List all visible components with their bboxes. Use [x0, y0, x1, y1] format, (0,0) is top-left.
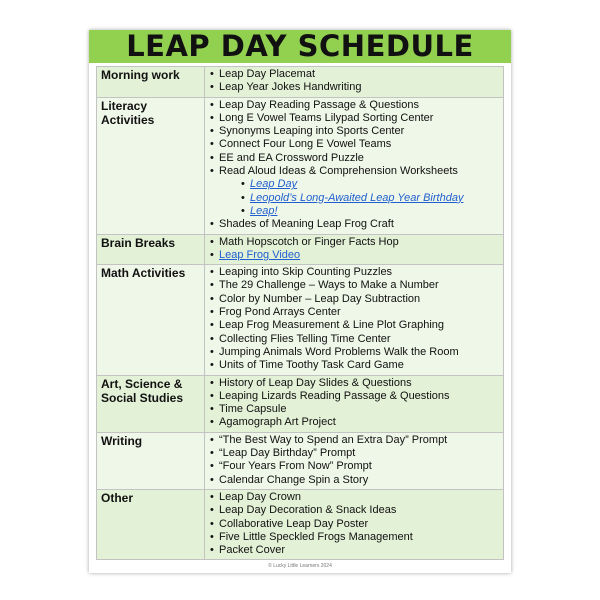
- table-row: [97, 234, 504, 265]
- activity-list-cell: [205, 265, 504, 375]
- list-item: • “Leap Day Birthday” Prompt: [219, 447, 499, 460]
- table-row: [97, 375, 504, 432]
- activity-list: [209, 266, 499, 372]
- activity-list: [209, 491, 499, 557]
- title-banner: [89, 30, 511, 63]
- list-item: [250, 205, 499, 218]
- list-item: • Time Capsule: [219, 403, 499, 416]
- list-item: [250, 192, 499, 205]
- page-title: LEAP DAY SCHEDULE: [126, 29, 474, 63]
- list-item: • Collecting Flies Telling Time Center: [219, 333, 499, 346]
- list-item: • Color by Number – Leap Day Subtraction: [219, 293, 499, 306]
- table-row: [97, 265, 504, 375]
- category-label: Writing: [97, 432, 205, 489]
- schedule-page: [89, 30, 511, 573]
- list-item: • Collaborative Leap Day Poster: [219, 518, 499, 531]
- activity-list: [209, 434, 499, 487]
- list-item: • Leap Day Placemat: [219, 68, 499, 81]
- table-row: [97, 67, 504, 98]
- list-item: • Leaping Lizards Reading Passage & Questions: [219, 390, 499, 403]
- list-item: [250, 178, 499, 191]
- category-label: Other: [97, 489, 205, 559]
- activity-list-cell: [205, 375, 504, 432]
- list-item: • “Four Years From Now” Prompt: [219, 460, 499, 473]
- activity-list: [209, 99, 499, 232]
- list-item: • Shades of Meaning Leap Frog Craft: [219, 218, 499, 231]
- table-row: [97, 432, 504, 489]
- activity-list: [209, 377, 499, 430]
- list-item: • Units of Time Toothy Task Card Game: [219, 359, 499, 372]
- list-item: • Leap Day Decoration & Snack Ideas: [219, 504, 499, 517]
- activity-list-cell: [205, 234, 504, 265]
- list-item: [219, 165, 499, 218]
- list-item: • Agamograph Art Project: [219, 416, 499, 429]
- list-item: • Five Little Speckled Frogs Management: [219, 531, 499, 544]
- copyright-footer: © Lucky Little Learners 2024: [268, 563, 332, 569]
- category-label: Literacy Activities: [97, 97, 205, 234]
- list-item: • Packet Cover: [219, 544, 499, 557]
- schedule-table: [96, 66, 504, 560]
- activity-list-cell: [205, 97, 504, 234]
- category-label: Morning work: [97, 67, 205, 98]
- list-item: • Jumping Animals Word Problems Walk the Room: [219, 346, 499, 359]
- book-link-leopold[interactable]: Leopold’s Long-Awaited Leap Year Birthday: [250, 191, 464, 204]
- list-item: • Synonyms Leaping into Sports Center: [219, 125, 499, 138]
- list-item: • Connect Four Long E Vowel Teams: [219, 138, 499, 151]
- activity-list: [209, 68, 499, 95]
- list-item: • Leap Year Jokes Handwriting: [219, 81, 499, 94]
- leap-frog-video-link[interactable]: Leap Frog Video: [219, 248, 301, 261]
- list-item: • Calendar Change Spin a Story: [219, 474, 499, 487]
- table-row: [97, 97, 504, 234]
- list-item: • EE and EA Crossword Puzzle: [219, 152, 499, 165]
- list-item: • Leaping into Skip Counting Puzzles: [219, 266, 499, 279]
- read-aloud-links: [219, 178, 499, 218]
- list-item: • Frog Pond Arrays Center: [219, 306, 499, 319]
- list-item: • Leap Day Reading Passage & Questions: [219, 99, 499, 112]
- list-item: • Leap Frog Measurement & Line Plot Graphing: [219, 319, 499, 332]
- list-item: • “The Best Way to Spend an Extra Day” Prompt: [219, 434, 499, 447]
- category-label: Art, Science & Social Studies: [97, 375, 205, 432]
- list-item: • Math Hopscotch or Finger Facts Hop: [219, 236, 499, 249]
- list-item: • Long E Vowel Teams Lilypad Sorting Center: [219, 112, 499, 125]
- table-row: [97, 489, 504, 559]
- activity-list: [209, 236, 499, 263]
- book-link-leap-day[interactable]: Leap Day: [250, 178, 298, 191]
- category-label: Brain Breaks: [97, 234, 205, 265]
- list-item: • Leap Day Crown: [219, 491, 499, 504]
- activity-list-cell: [205, 67, 504, 98]
- list-item: • History of Leap Day Slides & Questions: [219, 377, 499, 390]
- list-item-label: Read Aloud Ideas & Comprehension Worksheets: [219, 165, 458, 178]
- activity-list-cell: [205, 432, 504, 489]
- list-item: • The 29 Challenge – Ways to Make a Number: [219, 279, 499, 292]
- list-item: [219, 249, 499, 262]
- book-link-leap[interactable]: Leap!: [250, 204, 278, 217]
- category-label: Math Activities: [97, 265, 205, 375]
- activity-list-cell: [205, 489, 504, 559]
